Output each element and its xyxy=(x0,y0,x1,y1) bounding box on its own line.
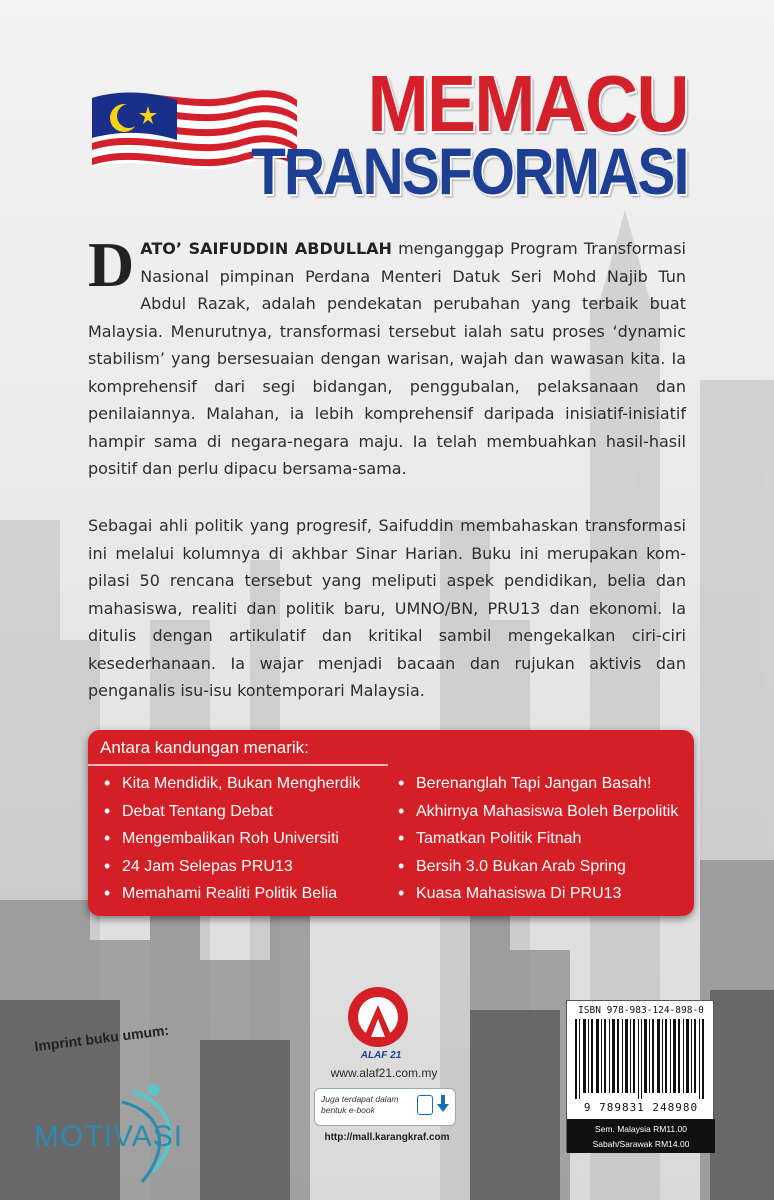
list-item: • Kuasa Mahasiswa Di PRU13 xyxy=(396,880,678,908)
price-east-malaysia: Sabah/Sarawak RM14.00 xyxy=(592,1139,690,1149)
motivasi-brand: MOTIVASI xyxy=(34,1120,184,1153)
list-item: • Mengembalikan Roh Universiti xyxy=(102,825,360,853)
highlights-heading: Antara kandungan menarik: xyxy=(100,738,309,757)
mall-url[interactable]: http://mall.karangkraf.com xyxy=(324,1132,450,1143)
ebook-icon xyxy=(417,1095,433,1115)
barcode-icon xyxy=(575,1019,707,1099)
list-item: • Berenanglah Tapi Jangan Basah! xyxy=(396,770,678,798)
highlights-list-right xyxy=(396,770,678,908)
highlights-list-left xyxy=(102,770,360,908)
book-title xyxy=(180,59,688,208)
isbn-number: ISBN 978-983-124-898-0 xyxy=(578,1005,704,1016)
price-peninsular: Sem. Malaysia RM11.00 xyxy=(595,1124,687,1134)
list-item: • Bersih 3.0 Bukan Arab Spring xyxy=(396,853,678,881)
price-label xyxy=(567,1119,715,1153)
imprint-label: Imprint buku umum: xyxy=(33,1021,170,1055)
alaf21-logo-icon xyxy=(344,985,412,1053)
highlights-box xyxy=(88,730,694,916)
ebook-badge xyxy=(314,1088,456,1126)
ebook-text-line1: Juga terdapat dalam xyxy=(321,1094,399,1104)
list-item: • Debat Tentang Debat xyxy=(102,798,360,826)
download-icon xyxy=(435,1093,451,1115)
book-title-line1: MEMACU xyxy=(367,59,688,148)
barcode-digits: 9 789831 248980 xyxy=(583,1101,699,1114)
book-title-line2: TRANSFORMASI xyxy=(251,134,688,208)
drop-cap: D xyxy=(88,229,135,300)
list-item: • 24 Jam Selepas PRU13 xyxy=(102,853,360,881)
author-name: ATO’ SAIFUDDIN ABDULLAH xyxy=(140,239,392,258)
publisher-name: ALAF 21 xyxy=(360,1050,402,1061)
list-item: • Akhirnya Mahasiswa Boleh Berpolitik xyxy=(396,798,678,826)
blurb-paragraph-1-text: menganggap Program Transformasi Nasional pimpinan Perdana Menteri Datuk Seri Mohd Najib Tun Abdul Razak, adalah pendekatan perubahan yang terbaik buat Malaysia. Menurutnya, transformasi tersebut ialah satu proses ‘dynamic stabilism’ yang bersesuaian dengan warisan, wajah dan wawasan kita. Ia komprehensif dari segi bidangan, penggubalan, pelaksanaan dan penilaiannya. Malahan, ia lebih komprehensif daripada inisiatif-inisiatif hampir sama di negara-negara maju. Ia telah membuahkan hasil-hasil positif dan perlu dipacu bersama-sama. xyxy=(88,239,686,478)
blurb-paragraph-2: Sebagai ahli politik yang progresif, Saifuddin membahaskan transformasi ini melalui kolumnya di akhbar Sinar Harian. Buku ini merupakan kom-pilasi 50 rencana tersebut yang meliputi aspek pendidikan, belia dan mahasiswa, realiti dan politik baru, UMNO/BN, PRU13 dan ekonomi. Ia ditulis dengan artikulatif dan kritikal sambil mengekalkan ciri-ciri kesederhanaan. Ia wajar menjadi bacaan dan rujukan aktivis dan penganalis isu-isu kontemporari Malaysia. xyxy=(88,516,686,700)
barcode-box xyxy=(566,1000,714,1152)
list-item: • Kita Mendidik, Bukan Mengherdik xyxy=(102,770,360,798)
ebook-text-line2: bentuk e-book xyxy=(321,1105,375,1115)
blurb-paragraph-1 xyxy=(88,229,686,483)
list-item: • Tamatkan Politik Fitnah xyxy=(396,825,678,853)
list-item: • Memahami Realiti Politik Belia xyxy=(102,880,360,908)
publisher-url[interactable]: www.alaf21.com.my xyxy=(330,1066,438,1080)
